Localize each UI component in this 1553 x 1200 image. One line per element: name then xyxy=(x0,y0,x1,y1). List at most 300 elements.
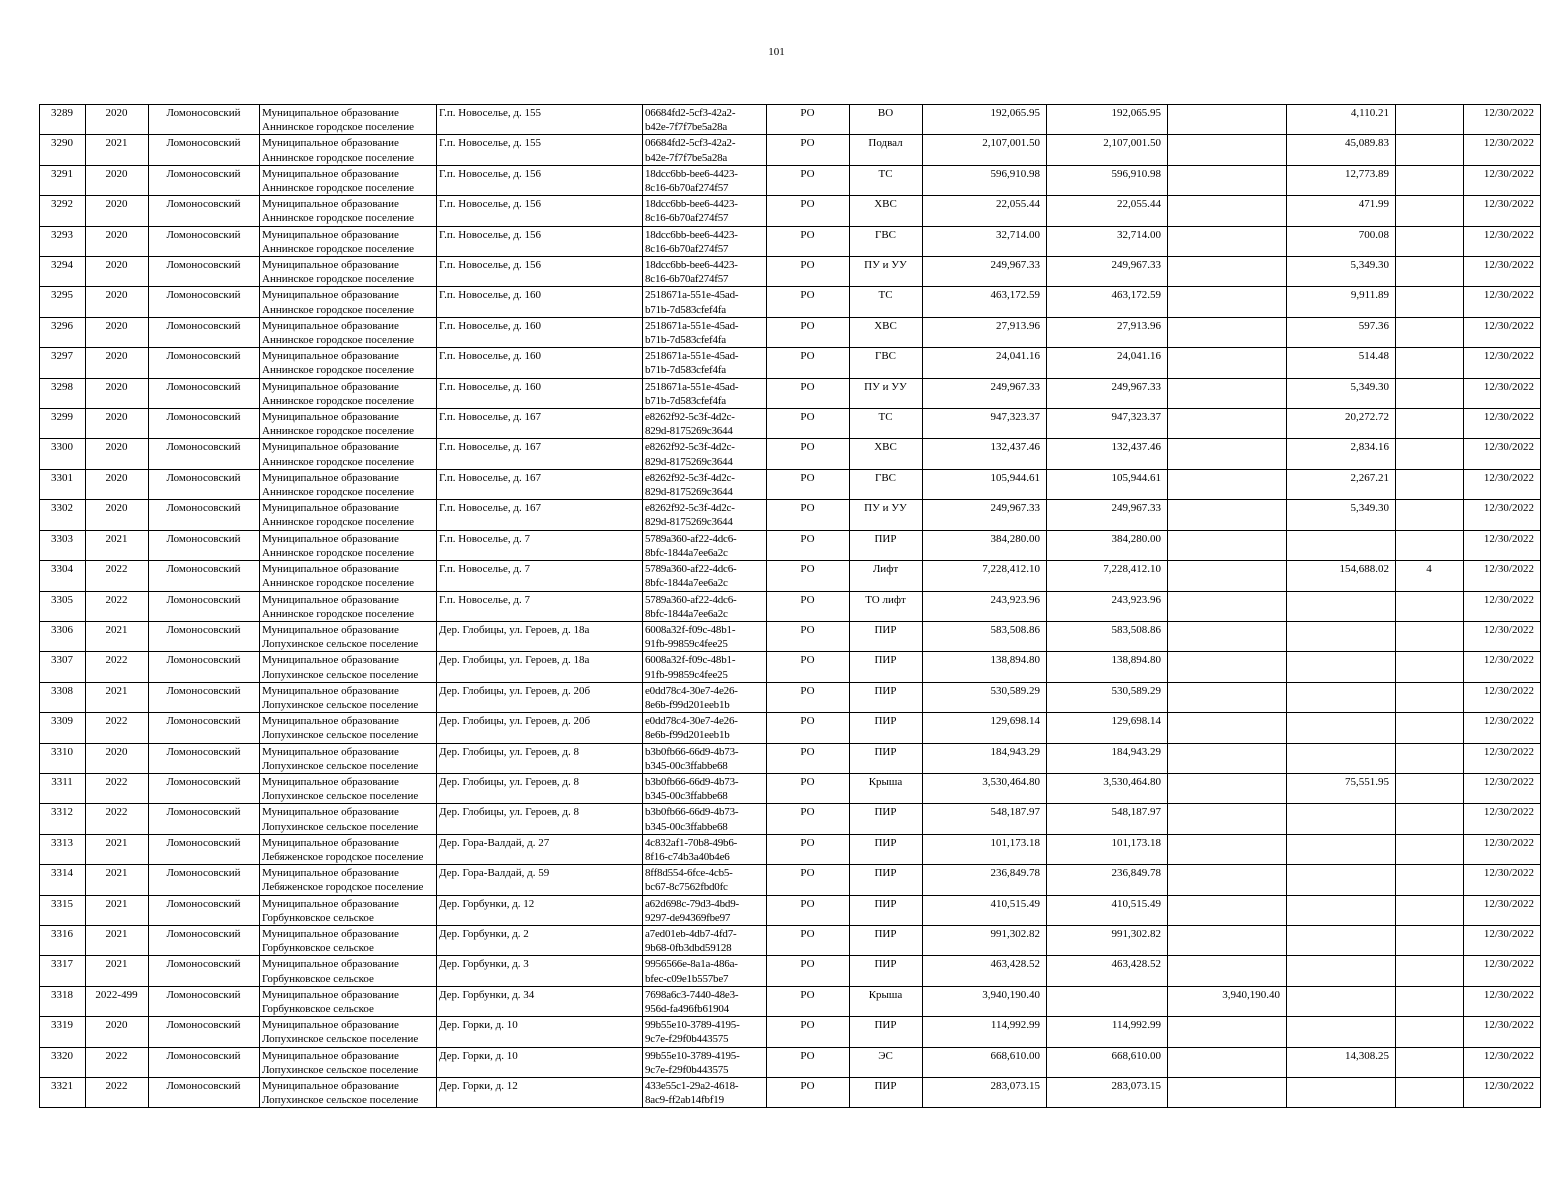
cell-municipality-line: Муниципальное образование xyxy=(262,532,399,545)
cell-house-id-line: 956d-fa496fb61904 xyxy=(645,1002,729,1015)
cell-amount-1: 138,894.80 xyxy=(1047,652,1168,682)
cell-source: РО xyxy=(767,226,850,256)
cell-municipality xyxy=(260,713,437,743)
cell-house-id-line: 91fb-99859c4fee25 xyxy=(645,638,728,651)
cell-house-id-line: 8c16-6b70af274f57 xyxy=(645,242,729,255)
cell-total-cost: 991,302.82 xyxy=(923,925,1047,955)
cell-date: 12/30/2022 xyxy=(1464,469,1541,499)
cell-quantity xyxy=(1396,530,1464,560)
cell-house-id-line: 9c7e-f29f0b443575 xyxy=(645,1033,729,1046)
cell-municipality-line: Муниципальное образование xyxy=(262,289,399,302)
cell-house-id xyxy=(643,317,767,347)
cell-work-type: ХВС xyxy=(850,196,923,226)
cell-date: 12/30/2022 xyxy=(1464,287,1541,317)
cell-house-id-line: b71b-7d583cfef4fa xyxy=(645,303,726,316)
cell-source: РО xyxy=(767,956,850,986)
table-row xyxy=(40,287,1541,317)
cell-total-cost: 114,992.99 xyxy=(923,1017,1047,1047)
cell-address: Дер. Глобицы, ул. Героев, д. 8 xyxy=(437,804,643,834)
cell-municipality xyxy=(260,1017,437,1047)
cell-municipality xyxy=(260,895,437,925)
cell-quantity xyxy=(1396,834,1464,864)
cell-house-id-line: 8bfc-1844a7ee6a2c xyxy=(645,577,728,590)
cell-amount-3 xyxy=(1287,682,1396,712)
cell-address: Дер. Гора-Валдай, д. 27 xyxy=(437,834,643,864)
cell-amount-3 xyxy=(1287,713,1396,743)
cell-amount-1: 668,610.00 xyxy=(1047,1047,1168,1077)
cell-municipality xyxy=(260,682,437,712)
cell-municipality-line: Аннинское городское поселение xyxy=(262,273,414,286)
cell-work-type: ПИР xyxy=(850,713,923,743)
cell-municipality-line: Лебяженское городское поселение xyxy=(262,850,424,863)
cell-house-id-line: 9297-de94369fbe97 xyxy=(645,911,731,924)
cell-house-id-line: b345-00c3ffabbe68 xyxy=(645,820,728,833)
cell-total-cost: 132,437.46 xyxy=(923,439,1047,469)
cell-quantity xyxy=(1396,378,1464,408)
cell-house-id-line: b71b-7d583cfef4fa xyxy=(645,394,726,407)
cell-house-id-line: 9b68-0fb3dbd59128 xyxy=(645,942,732,955)
cell-amount-3: 75,551.95 xyxy=(1287,773,1396,803)
cell-amount-1: 283,073.15 xyxy=(1047,1078,1168,1108)
cell-amount-3: 154,688.02 xyxy=(1287,561,1396,591)
cell-district: Ломоносовский xyxy=(149,895,260,925)
cell-amount-3: 514.48 xyxy=(1287,348,1396,378)
cell-address: Г.п. Новоселье, д. 7 xyxy=(437,561,643,591)
cell-amount-2 xyxy=(1168,378,1287,408)
table-row xyxy=(40,804,1541,834)
cell-house-id-line: b3b0fb66-66d9-4b73- xyxy=(645,775,739,788)
cell-amount-3: 12,773.89 xyxy=(1287,165,1396,195)
cell-amount-2 xyxy=(1168,834,1287,864)
cell-amount-2 xyxy=(1168,895,1287,925)
cell-municipality xyxy=(260,348,437,378)
cell-house-id-line: 8c16-6b70af274f57 xyxy=(645,273,729,286)
cell-municipality-line: Горбунковское сельское xyxy=(262,972,374,985)
table-row xyxy=(40,257,1541,287)
cell-house-id-line: e8262f92-5c3f-4d2c- xyxy=(645,441,735,454)
cell-amount-1: 32,714.00 xyxy=(1047,226,1168,256)
cell-total-cost: 27,913.96 xyxy=(923,317,1047,347)
cell-address: Г.п. Новоселье, д. 160 xyxy=(437,317,643,347)
cell-house-id-line: 8ff8d554-6fce-4cb5- xyxy=(645,867,733,880)
cell-municipality-line: Муниципальное образование xyxy=(262,775,399,788)
cell-address: Г.п. Новоселье, д. 160 xyxy=(437,378,643,408)
cell-amount-3: 45,089.83 xyxy=(1287,135,1396,165)
cell-house-id xyxy=(643,135,767,165)
cell-municipality-line: Аннинское городское поселение xyxy=(262,121,414,134)
cell-quantity xyxy=(1396,713,1464,743)
table-row xyxy=(40,500,1541,530)
cell-year: 2022 xyxy=(86,804,149,834)
cell-amount-3 xyxy=(1287,986,1396,1016)
cell-house-id-line: 99b55e10-3789-4195- xyxy=(645,1049,740,1062)
cell-municipality xyxy=(260,500,437,530)
cell-year: 2022 xyxy=(86,591,149,621)
cell-municipality xyxy=(260,287,437,317)
cell-municipality-line: Горбунковское сельское xyxy=(262,1002,374,1015)
cell-house-id xyxy=(643,652,767,682)
cell-amount-1: 184,943.29 xyxy=(1047,743,1168,773)
table-row xyxy=(40,165,1541,195)
cell-municipality xyxy=(260,469,437,499)
cell-municipality-line: Муниципальное образование xyxy=(262,137,399,150)
cell-total-cost: 947,323.37 xyxy=(923,409,1047,439)
cell-amount-1: 947,323.37 xyxy=(1047,409,1168,439)
cell-work-type: ТС xyxy=(850,409,923,439)
cell-quantity xyxy=(1396,925,1464,955)
cell-source: РО xyxy=(767,865,850,895)
cell-date: 12/30/2022 xyxy=(1464,986,1541,1016)
cell-number: 3309 xyxy=(40,713,86,743)
cell-work-type: ТО лифт xyxy=(850,591,923,621)
cell-amount-1: 2,107,001.50 xyxy=(1047,135,1168,165)
cell-date: 12/30/2022 xyxy=(1464,257,1541,287)
table-row xyxy=(40,439,1541,469)
cell-number: 3306 xyxy=(40,621,86,651)
cell-district: Ломоносовский xyxy=(149,804,260,834)
cell-work-type: ПУ и УУ xyxy=(850,378,923,408)
cell-municipality-line: Лопухинское сельское поселение xyxy=(262,698,419,711)
cell-address: Г.п. Новоселье, д. 156 xyxy=(437,257,643,287)
cell-total-cost: 105,944.61 xyxy=(923,469,1047,499)
cell-amount-2 xyxy=(1168,530,1287,560)
cell-quantity xyxy=(1396,652,1464,682)
cell-address: Дер. Горбунки, д. 34 xyxy=(437,986,643,1016)
table-row xyxy=(40,652,1541,682)
table-row xyxy=(40,135,1541,165)
cell-house-id-line: b3b0fb66-66d9-4b73- xyxy=(645,806,739,819)
cell-number: 3317 xyxy=(40,956,86,986)
cell-amount-2 xyxy=(1168,956,1287,986)
cell-house-id xyxy=(643,561,767,591)
cell-house-id-line: 8c16-6b70af274f57 xyxy=(645,212,729,225)
cell-amount-3 xyxy=(1287,1078,1396,1108)
cell-amount-1: 192,065.95 xyxy=(1047,105,1168,135)
cell-house-id xyxy=(643,773,767,803)
cell-municipality xyxy=(260,439,437,469)
cell-municipality-line: Муниципальное образование xyxy=(262,1080,399,1092)
cell-amount-1: 410,515.49 xyxy=(1047,895,1168,925)
cell-municipality xyxy=(260,409,437,439)
cell-amount-3: 9,911.89 xyxy=(1287,287,1396,317)
cell-house-id-line: 18dcc6bb-bee6-4423- xyxy=(645,228,738,241)
cell-date: 12/30/2022 xyxy=(1464,439,1541,469)
cell-municipality xyxy=(260,196,437,226)
cell-number: 3290 xyxy=(40,135,86,165)
cell-work-type: ПИР xyxy=(850,621,923,651)
cell-year: 2022 xyxy=(86,561,149,591)
cell-year: 2020 xyxy=(86,196,149,226)
cell-municipality xyxy=(260,773,437,803)
cell-amount-3: 20,272.72 xyxy=(1287,409,1396,439)
cell-amount-2 xyxy=(1168,226,1287,256)
cell-district: Ломоносовский xyxy=(149,530,260,560)
cell-district: Ломоносовский xyxy=(149,956,260,986)
cell-amount-2 xyxy=(1168,105,1287,135)
cell-house-id xyxy=(643,287,767,317)
cell-amount-2 xyxy=(1168,196,1287,226)
cell-amount-3 xyxy=(1287,530,1396,560)
cell-municipality-line: Аннинское городское поселение xyxy=(262,303,414,316)
cell-district: Ломоносовский xyxy=(149,257,260,287)
cell-house-id-line: 829d-8175269c3644 xyxy=(645,516,733,529)
cell-municipality-line: Муниципальное образование xyxy=(262,654,399,667)
cell-quantity xyxy=(1396,287,1464,317)
cell-amount-2 xyxy=(1168,469,1287,499)
cell-address: Г.п. Новоселье, д. 167 xyxy=(437,469,643,499)
cell-municipality xyxy=(260,561,437,591)
cell-date: 12/30/2022 xyxy=(1464,956,1541,986)
cell-house-id-line: 8e6b-f99d201eeb1b xyxy=(645,729,730,742)
cell-municipality-line: Муниципальное образование xyxy=(262,228,399,241)
cell-address: Г.п. Новоселье, д. 167 xyxy=(437,500,643,530)
cell-amount-3 xyxy=(1287,1017,1396,1047)
cell-total-cost: 243,923.96 xyxy=(923,591,1047,621)
cell-address: Дер. Горки, д. 12 xyxy=(437,1078,643,1108)
cell-work-type: ПИР xyxy=(850,895,923,925)
cell-number: 3300 xyxy=(40,439,86,469)
cell-municipality-line: Муниципальное образование xyxy=(262,715,399,728)
cell-amount-3: 471.99 xyxy=(1287,196,1396,226)
cell-house-id xyxy=(643,834,767,864)
cell-quantity: 4 xyxy=(1396,561,1464,591)
cell-year: 2020 xyxy=(86,1017,149,1047)
cell-amount-1: 463,172.59 xyxy=(1047,287,1168,317)
cell-address: Дер. Гора-Валдай, д. 59 xyxy=(437,865,643,895)
cell-municipality-line: Лопухинское сельское поселение xyxy=(262,790,419,803)
cell-house-id-line: e8262f92-5c3f-4d2c- xyxy=(645,502,735,515)
cell-house-id-line: 8f16-c74b3a40b4e6 xyxy=(645,850,730,863)
cell-source: РО xyxy=(767,682,850,712)
cell-amount-2 xyxy=(1168,773,1287,803)
cell-amount-3 xyxy=(1287,621,1396,651)
cell-house-id-line: a62d698c-79d3-4bd9- xyxy=(645,897,739,910)
cell-quantity xyxy=(1396,439,1464,469)
cell-year: 2020 xyxy=(86,105,149,135)
cell-municipality xyxy=(260,378,437,408)
table-row xyxy=(40,1047,1541,1077)
cell-source: РО xyxy=(767,713,850,743)
cell-work-type: ПИР xyxy=(850,834,923,864)
cell-municipality-line: Лопухинское сельское поселение xyxy=(262,1094,419,1107)
cell-year: 2020 xyxy=(86,469,149,499)
cell-year: 2022 xyxy=(86,652,149,682)
cell-district: Ломоносовский xyxy=(149,834,260,864)
cell-house-id-line: b71b-7d583cfef4fa xyxy=(645,334,726,347)
cell-work-type: ПУ и УУ xyxy=(850,500,923,530)
cell-date: 12/30/2022 xyxy=(1464,865,1541,895)
table-row xyxy=(40,865,1541,895)
cell-house-id-line: 06684fd2-5cf3-42a2- xyxy=(645,107,736,119)
cell-amount-1: 548,187.97 xyxy=(1047,804,1168,834)
cell-house-id-line: 2518671a-551e-45ad- xyxy=(645,350,739,363)
cell-municipality xyxy=(260,317,437,347)
cell-work-type: ПИР xyxy=(850,682,923,712)
cell-date: 12/30/2022 xyxy=(1464,196,1541,226)
cell-house-id-line: b3b0fb66-66d9-4b73- xyxy=(645,745,739,758)
cell-source: РО xyxy=(767,530,850,560)
cell-year: 2022 xyxy=(86,773,149,803)
cell-municipality-line: Аннинское городское поселение xyxy=(262,394,414,407)
cell-amount-1: 7,228,412.10 xyxy=(1047,561,1168,591)
cell-date: 12/30/2022 xyxy=(1464,591,1541,621)
cell-municipality xyxy=(260,105,437,135)
cell-district: Ломоносовский xyxy=(149,652,260,682)
cell-house-id-line: 8bfc-1844a7ee6a2c xyxy=(645,607,728,620)
cell-municipality-line: Муниципальное образование xyxy=(262,1049,399,1062)
cell-municipality-line: Аннинское городское поселение xyxy=(262,182,414,195)
cell-year: 2021 xyxy=(86,956,149,986)
cell-total-cost: 3,940,190.40 xyxy=(923,986,1047,1016)
cell-work-type: ГВС xyxy=(850,226,923,256)
cell-municipality xyxy=(260,865,437,895)
table-row xyxy=(40,226,1541,256)
cell-house-id xyxy=(643,865,767,895)
cell-year: 2020 xyxy=(86,409,149,439)
cell-district: Ломоносовский xyxy=(149,500,260,530)
cell-amount-2 xyxy=(1168,804,1287,834)
cell-address: Г.п. Новоселье, д. 167 xyxy=(437,439,643,469)
cell-amount-3 xyxy=(1287,956,1396,986)
cell-house-id-line: 18dcc6bb-bee6-4423- xyxy=(645,167,738,180)
cell-municipality xyxy=(260,743,437,773)
cell-total-cost: 384,280.00 xyxy=(923,530,1047,560)
cell-municipality-line: Лопухинское сельское поселение xyxy=(262,638,419,651)
cell-municipality-line: Муниципальное образование xyxy=(262,198,399,211)
cell-amount-1: 530,589.29 xyxy=(1047,682,1168,712)
cell-district: Ломоносовский xyxy=(149,378,260,408)
cell-work-type: ПИР xyxy=(850,925,923,955)
cell-total-cost: 410,515.49 xyxy=(923,895,1047,925)
cell-total-cost: 463,172.59 xyxy=(923,287,1047,317)
cell-municipality-line: Аннинское городское поселение xyxy=(262,151,414,164)
cell-year: 2021 xyxy=(86,834,149,864)
cell-municipality-line: Лопухинское сельское поселение xyxy=(262,1033,419,1046)
cell-house-id-line: 06684fd2-5cf3-42a2- xyxy=(645,137,736,150)
cell-amount-2: 3,940,190.40 xyxy=(1168,986,1287,1016)
cell-year: 2020 xyxy=(86,500,149,530)
cell-source: РО xyxy=(767,834,850,864)
cell-municipality xyxy=(260,165,437,195)
table-row xyxy=(40,591,1541,621)
cell-year: 2020 xyxy=(86,287,149,317)
cell-date: 12/30/2022 xyxy=(1464,895,1541,925)
cell-municipality xyxy=(260,986,437,1016)
cell-district: Ломоносовский xyxy=(149,561,260,591)
cell-source: РО xyxy=(767,105,850,135)
cell-amount-1: 129,698.14 xyxy=(1047,713,1168,743)
cell-number: 3310 xyxy=(40,743,86,773)
cell-house-id-line: 8c16-6b70af274f57 xyxy=(645,182,729,195)
cell-date: 12/30/2022 xyxy=(1464,500,1541,530)
cell-quantity xyxy=(1396,895,1464,925)
cell-district: Ломоносовский xyxy=(149,165,260,195)
cell-number: 3304 xyxy=(40,561,86,591)
cell-date: 12/30/2022 xyxy=(1464,682,1541,712)
cell-amount-2 xyxy=(1168,1047,1287,1077)
cell-municipality-line: Муниципальное образование xyxy=(262,441,399,454)
cell-total-cost: 249,967.33 xyxy=(923,500,1047,530)
cell-number: 3320 xyxy=(40,1047,86,1077)
cell-address: Дер. Горбунки, д. 12 xyxy=(437,895,643,925)
cell-number: 3305 xyxy=(40,591,86,621)
table-row xyxy=(40,743,1541,773)
cell-quantity xyxy=(1396,348,1464,378)
cell-house-id xyxy=(643,804,767,834)
cell-municipality xyxy=(260,956,437,986)
cell-total-cost: 184,943.29 xyxy=(923,743,1047,773)
cell-address: Дер. Глобицы, ул. Героев, д. 8 xyxy=(437,743,643,773)
table-row xyxy=(40,561,1541,591)
cell-amount-3 xyxy=(1287,925,1396,955)
cell-amount-1: 114,992.99 xyxy=(1047,1017,1168,1047)
cell-house-id xyxy=(643,165,767,195)
cell-number: 3312 xyxy=(40,804,86,834)
cell-quantity xyxy=(1396,105,1464,135)
cell-district: Ломоносовский xyxy=(149,348,260,378)
cell-house-id-line: bfec-c09e1b557be7 xyxy=(645,972,729,985)
cell-municipality-line: Аннинское городское поселение xyxy=(262,242,414,255)
cell-total-cost: 32,714.00 xyxy=(923,226,1047,256)
cell-house-id-line: 5789a360-af22-4dc6- xyxy=(645,563,737,576)
cell-district: Ломоносовский xyxy=(149,621,260,651)
cell-house-id xyxy=(643,378,767,408)
cell-amount-2 xyxy=(1168,1078,1287,1108)
cell-amount-2 xyxy=(1168,713,1287,743)
cell-date: 12/30/2022 xyxy=(1464,834,1541,864)
cell-district: Ломоносовский xyxy=(149,713,260,743)
cell-address: Г.п. Новоселье, д. 7 xyxy=(437,530,643,560)
cell-quantity xyxy=(1396,226,1464,256)
cell-municipality xyxy=(260,834,437,864)
cell-amount-2 xyxy=(1168,165,1287,195)
cell-amount-2 xyxy=(1168,348,1287,378)
cell-date: 12/30/2022 xyxy=(1464,317,1541,347)
cell-total-cost: 22,055.44 xyxy=(923,196,1047,226)
cell-municipality xyxy=(260,1047,437,1077)
cell-amount-1: 132,437.46 xyxy=(1047,439,1168,469)
cell-quantity xyxy=(1396,196,1464,226)
cell-house-id xyxy=(643,226,767,256)
cell-house-id-line: 18dcc6bb-bee6-4423- xyxy=(645,259,738,272)
cell-quantity xyxy=(1396,317,1464,347)
cell-house-id xyxy=(643,439,767,469)
cell-address: Г.п. Новоселье, д. 167 xyxy=(437,409,643,439)
cell-source: РО xyxy=(767,469,850,499)
cell-house-id-line: b71b-7d583cfef4fa xyxy=(645,364,726,377)
cell-municipality xyxy=(260,804,437,834)
cell-number: 3295 xyxy=(40,287,86,317)
cell-house-id xyxy=(643,986,767,1016)
cell-quantity xyxy=(1396,865,1464,895)
cell-quantity xyxy=(1396,591,1464,621)
cell-house-id xyxy=(643,530,767,560)
cell-amount-3 xyxy=(1287,591,1396,621)
cell-work-type: Подвал xyxy=(850,135,923,165)
cell-date: 12/30/2022 xyxy=(1464,530,1541,560)
cell-total-cost: 138,894.80 xyxy=(923,652,1047,682)
cell-date: 12/30/2022 xyxy=(1464,773,1541,803)
cell-municipality-line: Аннинское городское поселение xyxy=(262,546,414,559)
cell-house-id xyxy=(643,895,767,925)
cell-year: 2022 xyxy=(86,1078,149,1108)
cell-amount-2 xyxy=(1168,621,1287,651)
cell-amount-2 xyxy=(1168,743,1287,773)
cell-date: 12/30/2022 xyxy=(1464,226,1541,256)
cell-date: 12/30/2022 xyxy=(1464,1017,1541,1047)
cell-quantity xyxy=(1396,1017,1464,1047)
cell-work-type: ПУ и УУ xyxy=(850,257,923,287)
